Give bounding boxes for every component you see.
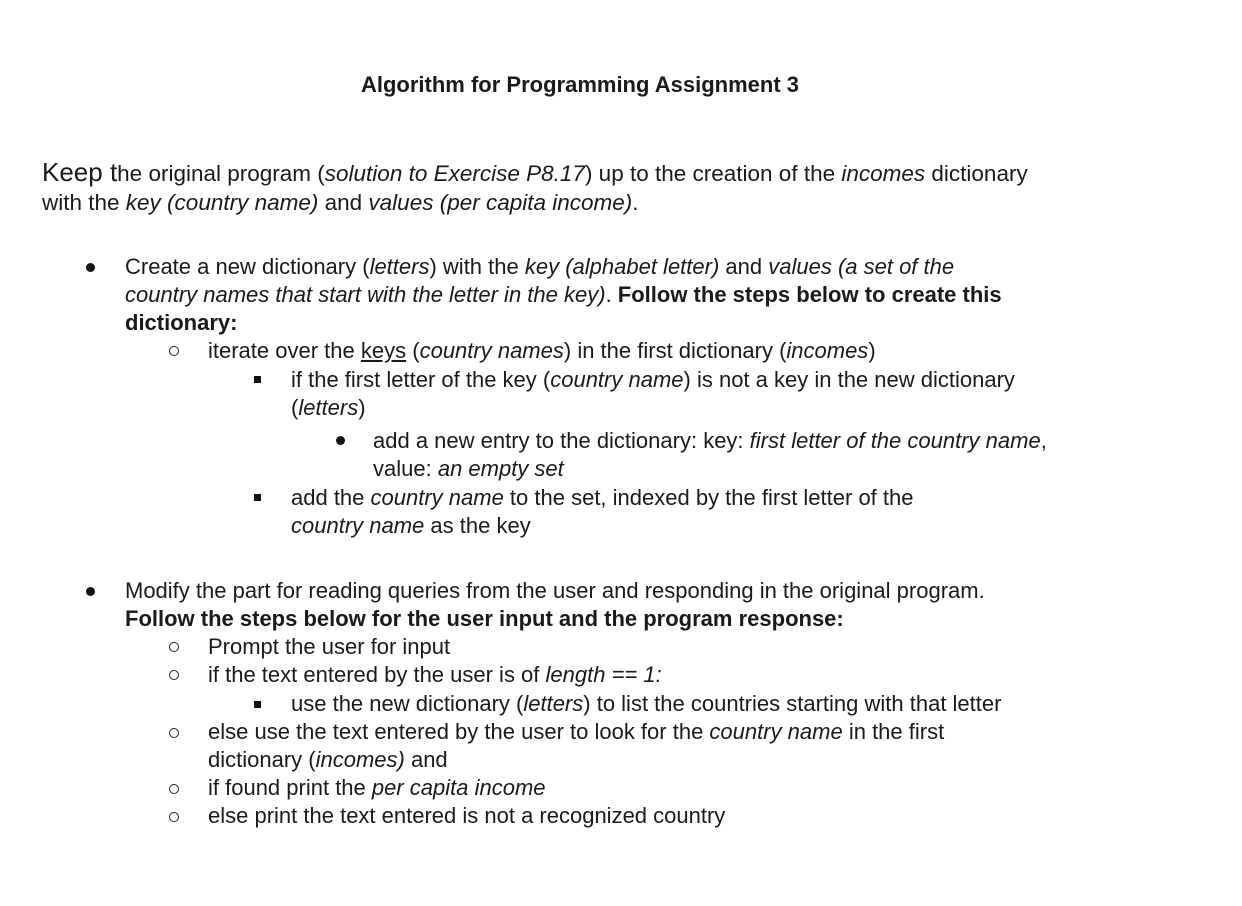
sub-sub-step-check-key-line-2: (letters) (291, 395, 366, 420)
sub-step-lookup-line-2: dictionary (incomes) and (208, 747, 448, 772)
sub-sub-step-check-key-line-1: if the first letter of the key (country name) is not a key in the new dictionary (291, 367, 1015, 392)
bullet-1-line-2: country names that start with the letter in the key). Follow the steps below to create this (125, 282, 1002, 307)
sub-step-length-check: if the text entered by the user is of length == 1: (208, 662, 662, 687)
sub-sub-step-add-country-line-2: country name as the key (291, 513, 531, 538)
circle-bullet-icon (169, 670, 179, 680)
sub-step-iterate: iterate over the keys (country names) in the first dictionary (incomes) (208, 338, 876, 363)
deep-step-add-entry-line-2: value: an empty set (373, 456, 564, 481)
square-bullet-icon (254, 376, 261, 383)
page-title: Algorithm for Programming Assignment 3 (360, 72, 799, 97)
sub-step-not-recognized: else print the text entered is not a recognized country (208, 803, 726, 828)
sub-step-lookup-line-1: else use the text entered by the user to look for the country name in the first (208, 719, 945, 744)
sub-sub-step-list-countries: use the new dictionary (letters) to list the countries starting with that letter (291, 691, 1002, 716)
bullet-1-line-1: Create a new dictionary (letters) with the key (alphabet letter) and values (a set of the (125, 254, 955, 279)
circle-bullet-icon (169, 812, 179, 822)
square-bullet-icon (254, 494, 261, 501)
deep-step-add-entry-line-1: add a new entry to the dictionary: key: first letter of the country name, (373, 428, 1047, 453)
circle-bullet-icon (169, 642, 179, 652)
circle-bullet-icon (169, 728, 179, 738)
circle-bullet-icon (169, 346, 179, 356)
intro-paragraph: Keep the original program (solution to Exercise P8.17) up to the creation of the incomes dictionary with the key (country name) and values (per capita income). (42, 157, 1028, 215)
sub-sub-step-add-country-line-1: add the country name to the set, indexed by the first letter of the (291, 485, 914, 510)
sub-step-prompt: Prompt the user for input (208, 634, 451, 659)
bullet-dot-icon (336, 436, 345, 445)
circle-bullet-icon (169, 784, 179, 794)
bullet-2-line-1: Modify the part for reading queries from the user and responding in the original program. (125, 578, 985, 603)
bullet-dot-icon (86, 263, 95, 272)
bullet-1-line-3: dictionary: (125, 310, 238, 335)
sub-step-print-income: if found print the per capita income (208, 775, 546, 800)
bullet-2-line-2: Follow the steps below for the user input and the program response: (125, 606, 844, 631)
bullet-dot-icon (86, 587, 95, 596)
square-bullet-icon (254, 701, 261, 708)
